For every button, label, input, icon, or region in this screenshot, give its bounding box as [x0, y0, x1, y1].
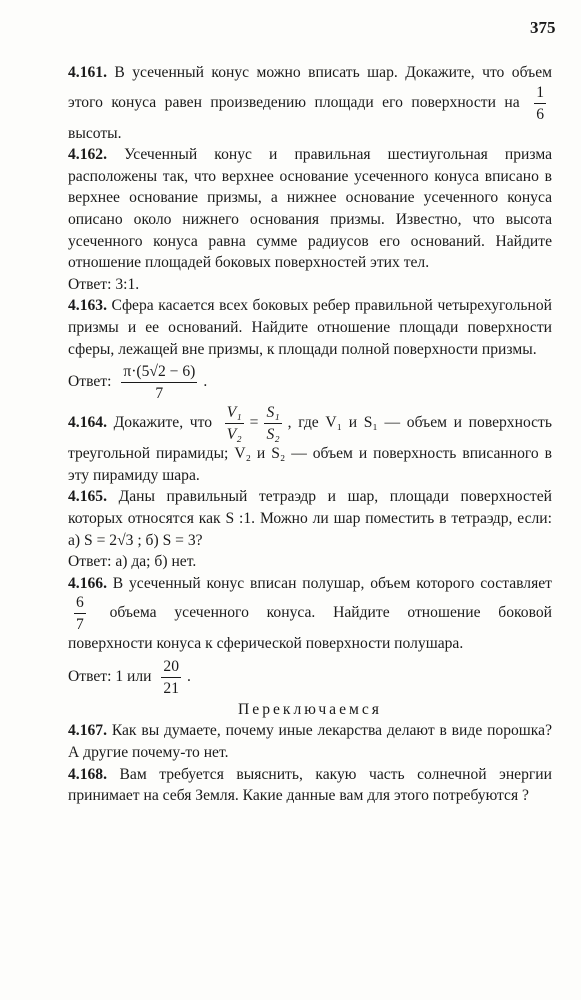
answer-4-165: Ответ: а) да; б) нет. [68, 553, 197, 571]
answer-4-166: Ответ: 1 или $\frac{20}{21}$ . [68, 657, 191, 697]
problem-text: Докажите, что [113, 414, 213, 432]
answer-label: Ответ: 1 или [68, 667, 152, 685]
fraction-numerator: π·(5√2 − 6) [123, 363, 196, 381]
problem-text: Вам требуется выяснить, какую часть солнечной энергии принимает на себя Земля. Какие данные вам для этого потребуются ? [68, 765, 552, 805]
fraction-denominator: 6 [534, 103, 546, 123]
fraction-denominator: S₂ [264, 423, 281, 443]
answer-fraction [121, 363, 197, 402]
problem-text: Даны правильный тетраэдр и шар, площади поверхностей которых относятся как S :1. Можно ли шар поместить в тетраэдр, если: а) S = 2√3 ; б) S = 3? [68, 488, 552, 549]
fraction-numerator: 6 [76, 594, 84, 612]
problem-number: 4.168. [68, 765, 107, 783]
page-number: 375 [530, 18, 556, 37]
fraction-denominator: V₂ [225, 423, 244, 443]
fraction-denominator: 7 [121, 382, 197, 402]
fraction-numerator: 1 [536, 83, 544, 101]
problem-text: Как вы думаете, почему иные лекарства делают в виде порошка? А другие почему-то нет. [68, 722, 552, 762]
fraction-numerator: V₁ [226, 404, 242, 422]
problem-4-163 [68, 295, 552, 360]
problem-text: Сфера касается всех боковых ребер правильной четырехугольной призмы и ее оснований. Найдите отношение площади поверхности сферы, лежащей вне призмы, к площади полной поверхности призмы. [68, 297, 552, 358]
fraction-numerator: S₁ [266, 404, 280, 422]
problem-4-161 [68, 62, 552, 144]
problem-number: 4.161. [68, 64, 107, 81]
answer-fraction [161, 658, 181, 697]
problem-4-166 [68, 573, 552, 655]
answer-label: Ответ: [68, 373, 112, 391]
page-content [68, 62, 552, 807]
fraction-denominator: 7 [74, 613, 86, 633]
problem-number: 4.166. [68, 574, 107, 592]
problem-4-168 [68, 764, 552, 807]
problem-number: 4.167. [68, 722, 107, 740]
problem-text: В усеченный конус вписан полушар, объем которого составляет [112, 574, 552, 592]
fraction-denominator: 21 [161, 677, 181, 697]
fraction-v [225, 404, 244, 443]
problem-number: 4.165. [68, 488, 107, 506]
problem-4-165 [68, 486, 552, 551]
problem-4-162 [68, 144, 552, 274]
problem-text-tail: высоты. [68, 124, 122, 142]
fraction-s [264, 404, 281, 443]
problem-number: 4.164. [68, 414, 107, 432]
problem-4-167 [68, 720, 552, 763]
problem-text: Усеченный конус и правильная шестиугольная призма расположены так, что верхнее основание усеченного конуса вписано в верхнее основание призмы, а нижнее основание усеченного конуса описано около нижнего основания призмы. Известно, что высота усеченного конуса равна сумме радиусов его оснований. Найдите отношение площадей боковых поверхностей этих тел. [68, 146, 553, 272]
problem-text: В усеченный конус можно вписать шар. Докажите, что объем этого конуса равен произведению площади его поверхности на [68, 64, 552, 111]
problem-4-164: 4.164. Докажите, что $\frac{\text{V₁}}{\text{V₂}}$ = $\frac{\text{S₁}}{\text{S₂}}$ , где V₁ и S₁ — объем и поверхность треугольной пирамиды; V₂ и S₂ — объем и поверхность вписанного в эту пирамиду шара. [68, 404, 552, 484]
answer-4-162: Ответ: 3:1. [68, 275, 140, 293]
problem-text-tail: объема усеченного конуса. Найдите отношение боковой поверхности конуса к сферической поверхности полушара. [68, 604, 552, 653]
problem-text-tail: , где V₁ и S₁ — объем и поверхность треугольной пирамиды; V₂ и S₂ — объем и поверхность вписанного в эту пирамиду шара. [68, 414, 552, 484]
fraction [74, 594, 86, 633]
answer-4-163: Ответ: $\frac{\pi\cdot(5√2 - 6)}{7}$ . [68, 363, 208, 403]
problem-number: 4.162. [68, 146, 107, 164]
section-title: Переключаемся [238, 700, 382, 718]
fraction [534, 84, 546, 123]
fraction-numerator: 20 [163, 657, 179, 675]
problem-number: 4.163. [68, 297, 107, 315]
